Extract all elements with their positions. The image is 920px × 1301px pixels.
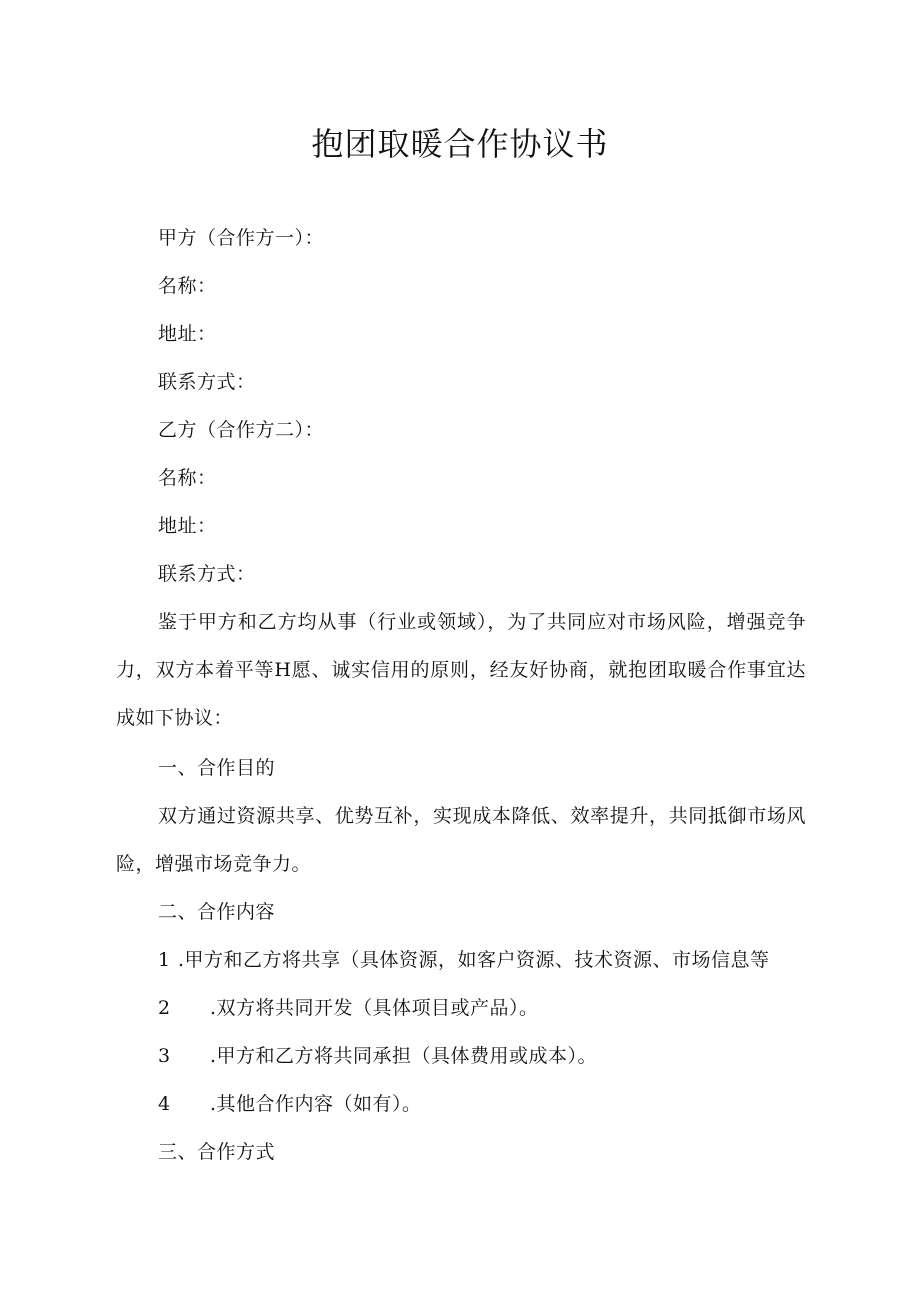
section2-item-2: [158, 994, 539, 1022]
section2-item-3: [158, 1042, 597, 1070]
party-a-contact: 联系方式：: [158, 371, 256, 393]
section1-body: 双方通过资源共享、优势互补，实现成本降低、效率提升，共同抵御市场风险，增强市场竞争力。: [116, 805, 806, 875]
item-text: .甲方和乙方将共同承担（具体费用或成本）。: [210, 1045, 598, 1067]
item-text: .甲方和乙方将共享（具体资源，如客户资源、技术资源、市场信息等: [178, 949, 770, 971]
section2-heading: 二、合作内容: [158, 901, 276, 923]
party-b-contact: 联系方式：: [158, 563, 256, 585]
party-b-name: 名称：: [158, 467, 217, 489]
party-a-name: 名称：: [158, 275, 217, 297]
item-text: .其他合作内容（如有）。: [210, 1093, 422, 1115]
section2-item-4: [158, 1090, 422, 1118]
section1-heading: 一、合作目的: [158, 757, 276, 779]
party-b-address: 地址：: [158, 515, 217, 537]
item-number: 3: [158, 1045, 171, 1067]
document-title: 抱团取暖合作协议书: [311, 125, 609, 163]
item-number: 1: [158, 949, 171, 971]
section3-heading: 三、合作方式: [158, 1141, 276, 1163]
party-a-heading: 甲方（合作方一）：: [158, 227, 325, 249]
party-a-address: 地址：: [158, 323, 217, 345]
preamble-paragraph: 鉴于甲方和乙方均从事（行业或领域），为了共同应对市场风险，增强竞争力，双方本着平等H愿、诚实信用的原则，经友好协商，就抱团取暖合作事宜达成如下协议：: [116, 611, 806, 729]
section2-item-1: [158, 946, 770, 974]
party-b-heading: 乙方（合作方二）：: [158, 419, 325, 441]
item-number: 2: [158, 997, 171, 1019]
item-number: 4: [158, 1093, 171, 1115]
item-text: .双方将共同开发（具体项目或产品）。: [210, 997, 539, 1019]
